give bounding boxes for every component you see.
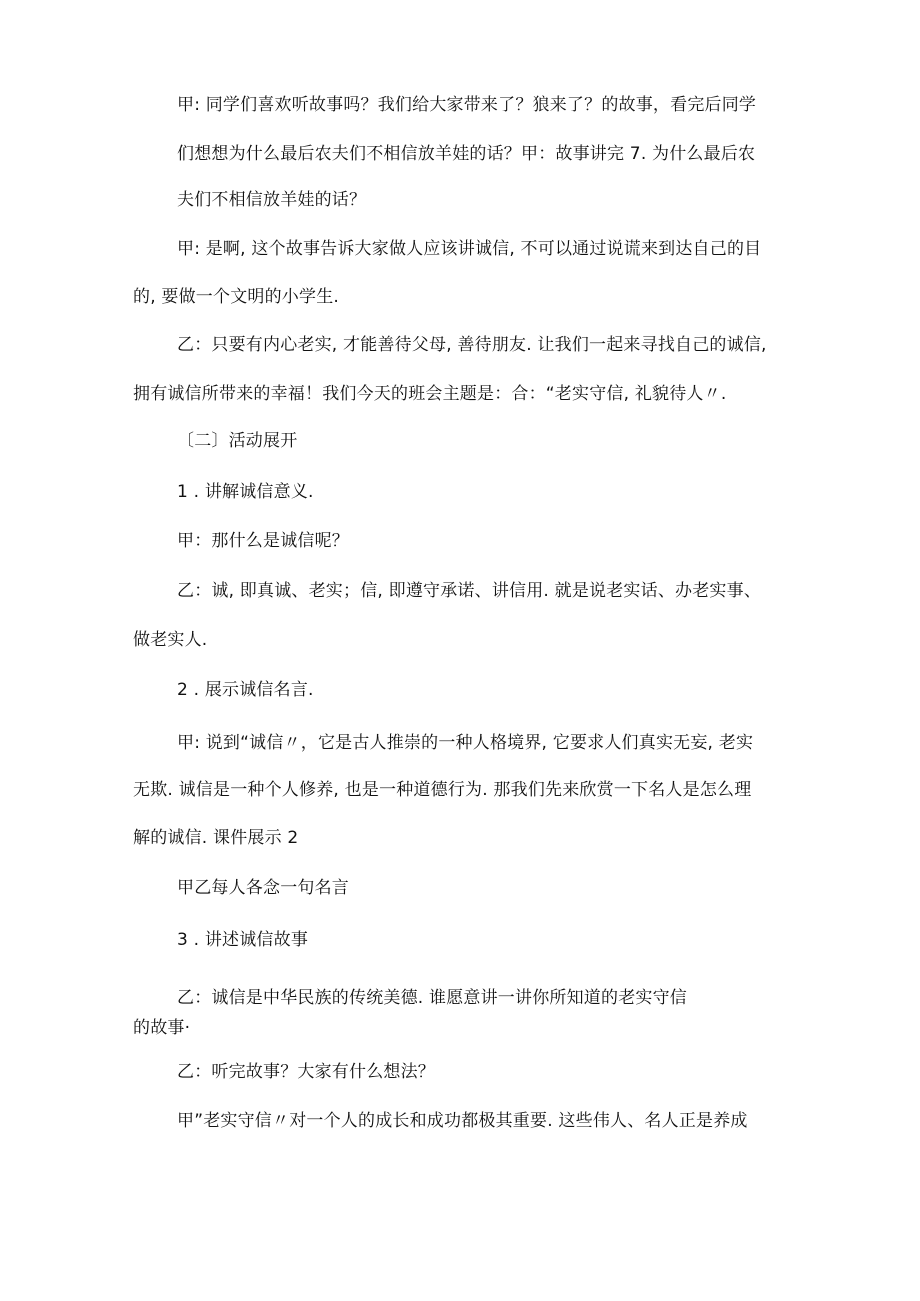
text-line: 甲乙每人各念一句名言: [177, 878, 349, 898]
text-line: 乙：只要有内心老实, 才能善待父母, 善待朋友. 让我们一起来寻找自己的诚信,: [177, 335, 767, 355]
text-line: 甲：那什么是诚信呢？: [177, 531, 349, 551]
text-line: 们想想为什么最后农夫们不相信放羊娃的话？甲：故事讲完 7. 为什么最后农: [177, 144, 756, 164]
text-line: 的, 要做一个文明的小学生.: [133, 287, 340, 307]
numbered-heading: 3 . 讲述诚信故事: [177, 930, 309, 950]
numbered-heading: 2 . 展示诚信名言.: [177, 680, 314, 700]
text-line: 夫们不相信放羊娃的话？: [177, 190, 367, 210]
section-heading: 〔二〕活动展开: [177, 431, 298, 451]
text-line: 乙：诚信是中华民族的传统美德. 谁愿意讲一讲你所知道的老实守信: [177, 988, 688, 1008]
text-line: 拥有诚信所带来的幸福！我们今天的班会主题是：合：“老实守信, 礼貌待人〃.: [133, 384, 727, 404]
text-line: 的故事·: [133, 1018, 191, 1038]
text-line: 甲: 是啊, 这个故事告诉大家做人应该讲诚信, 不可以通过说谎来到达自己的目: [177, 239, 762, 259]
text-line: 做老实人.: [133, 630, 208, 650]
text-line: 甲”老实守信〃对一个人的成长和成功都极其重要. 这些伟人、名人正是养成: [177, 1111, 748, 1131]
numbered-heading: 1 . 讲解诚信意义.: [177, 482, 314, 502]
text-line: 无欺. 诚信是一种个人修养, 也是一种道德行为. 那我们先来欣赏一下名人是怎么理: [133, 780, 752, 800]
text-line: 甲: 说到“诚信〃，它是古人推崇的一种人格境界, 它要求人们真实无妄, 老实: [177, 733, 754, 753]
text-line: 乙：听完故事？大家有什么想法？: [177, 1062, 435, 1082]
text-line: 乙：诚, 即真诚、老实；信, 即遵守承诺、讲信用. 就是说老实话、办老实事、: [177, 581, 762, 601]
text-line: 甲: 同学们喜欢听故事吗？我们给大家带来了？狼来了？的故事，看完后同学: [177, 95, 757, 115]
text-line: 解的诚信. 课件展示 2: [133, 828, 299, 848]
